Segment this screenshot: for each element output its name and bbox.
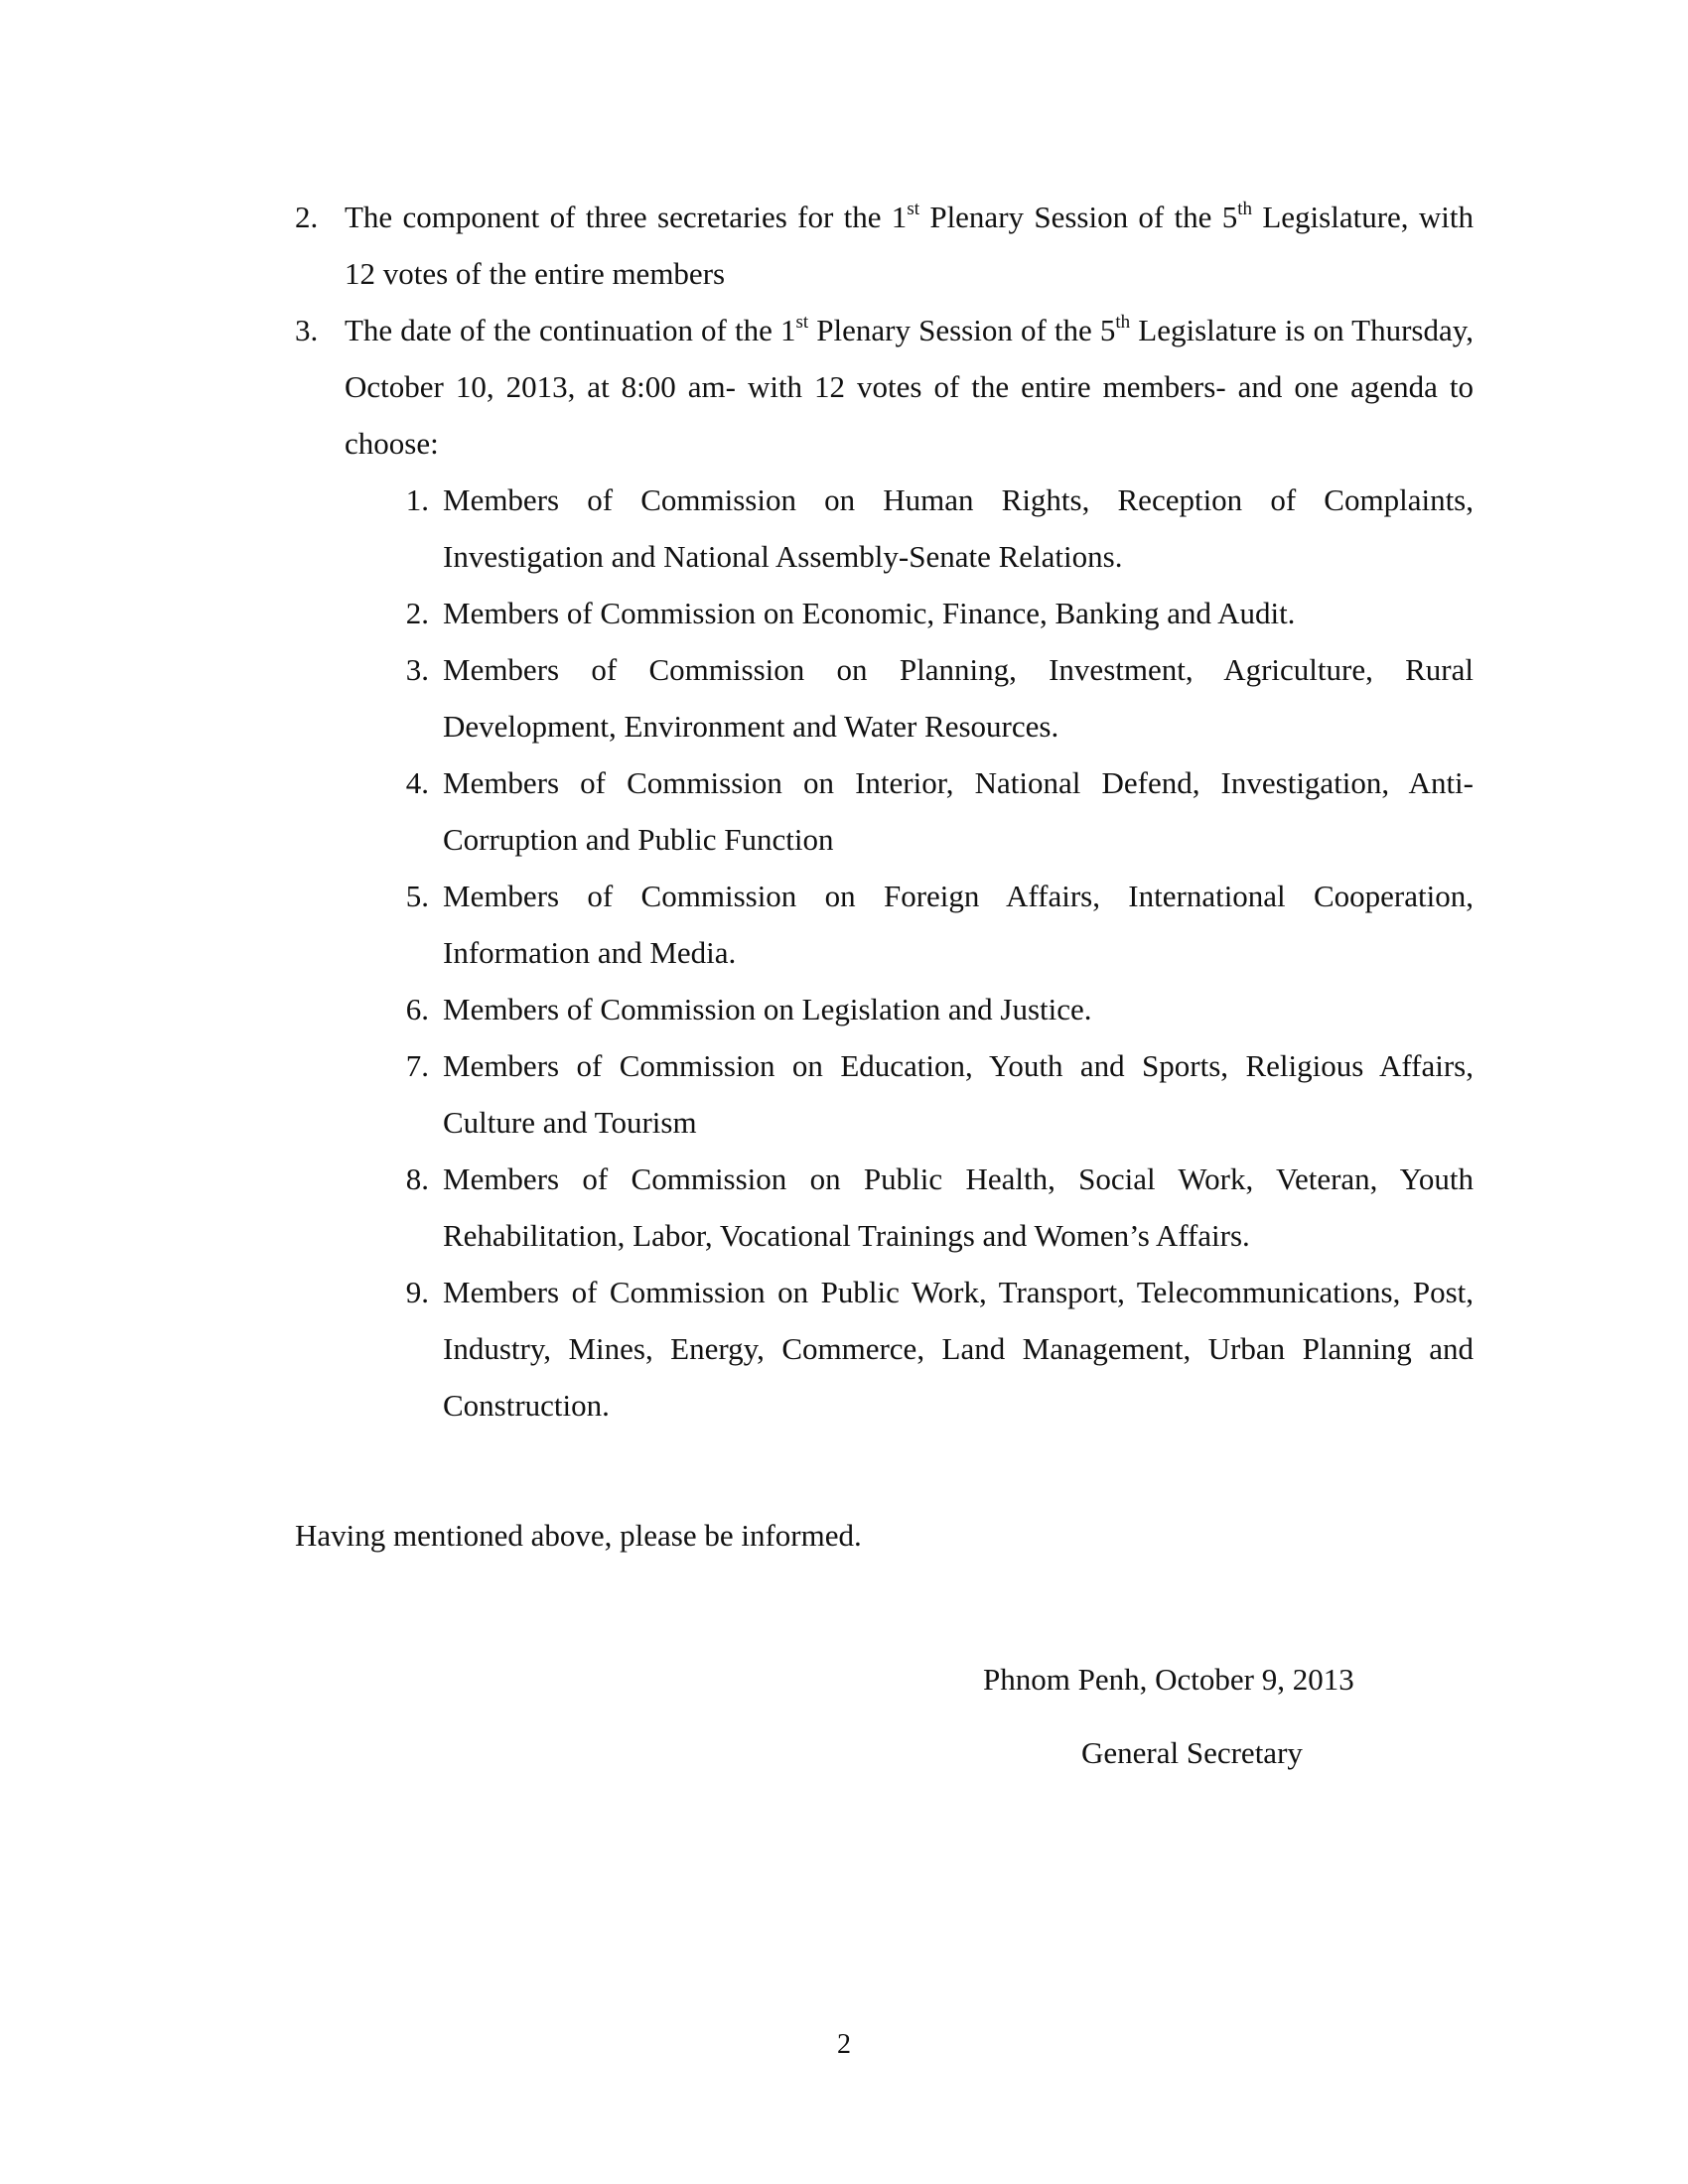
page-number: 2	[837, 2029, 851, 2060]
signatory-title: General Secretary	[1081, 1735, 1303, 1770]
agenda-item	[345, 472, 1474, 585]
agenda-item-text: Members of Commission on Interior, National Defend, Investigation, Anti-Corruption and Public Function	[443, 765, 1474, 857]
ordinal-suffix: st	[795, 311, 809, 333]
closing-sentence: Having mentioned above, please be informed.	[295, 1518, 862, 1553]
main-list	[295, 189, 1474, 1433]
agenda-item	[345, 641, 1474, 754]
list-item-text: Plenary Session of the 5	[808, 313, 1116, 347]
agenda-item-number: 2.	[405, 596, 429, 630]
list-item-2	[295, 189, 1474, 302]
agenda-item-number: 3.	[405, 652, 429, 687]
agenda-list	[345, 472, 1474, 1433]
list-item-3	[295, 302, 1474, 472]
list-item-text: Plenary Session of the 5	[919, 200, 1238, 234]
agenda-item	[345, 981, 1474, 1037]
list-item-text: Legislature, with 12 votes of the entire members	[345, 200, 1474, 291]
agenda-item	[345, 1264, 1474, 1433]
agenda-item-number: 5.	[405, 879, 429, 913]
agenda-item-number: 7.	[405, 1048, 429, 1083]
ordinal-suffix: th	[1237, 198, 1253, 219]
agenda-item-number: 4.	[405, 765, 429, 800]
agenda-item-text: Members of Commission on Education, Youth and Sports, Religious Affairs, Culture and Tourism	[443, 1048, 1474, 1140]
agenda-item-text: Members of Commission on Planning, Investment, Agriculture, Rural Development, Environment and Water Resources.	[443, 652, 1474, 744]
agenda-item-text: Members of Commission on Public Work, Transport, Telecommunications, Post, Industry, Mines, Energy, Commerce, Land Management, Urban Planning and Construction.	[443, 1275, 1474, 1423]
agenda-item-text: Members of Commission on Economic, Finance, Banking and Audit.	[443, 596, 1296, 630]
agenda-item	[345, 754, 1474, 868]
agenda-item-text: Members of Commission on Human Rights, Reception of Complaints, Investigation and National Assembly-Senate Relations.	[443, 482, 1474, 574]
place-and-date: Phnom Penh, October 9, 2013	[983, 1662, 1354, 1697]
list-item-text: Legislature is on Thursday, October 10, 2013, at 8:00 am- with 12 votes of the entire members- and one agenda to choose:	[345, 313, 1474, 461]
agenda-item-number: 9.	[405, 1275, 429, 1309]
list-item-number: 2.	[295, 200, 319, 234]
agenda-item-number: 1.	[405, 482, 429, 517]
ordinal-suffix: st	[907, 198, 919, 219]
agenda-item	[345, 1037, 1474, 1151]
agenda-item-text: Members of Commission on Foreign Affairs, International Cooperation, Information and Media.	[443, 879, 1474, 970]
ordinal-suffix: th	[1115, 311, 1131, 333]
agenda-item-number: 8.	[405, 1161, 429, 1196]
agenda-item	[345, 1151, 1474, 1264]
agenda-item-number: 6.	[405, 992, 429, 1026]
list-item-text: The component of three secretaries for the 1	[345, 200, 908, 234]
list-item-text: The date of the continuation of the 1	[345, 313, 796, 347]
agenda-item-text: Members of Commission on Legislation and Justice.	[443, 992, 1092, 1026]
agenda-item	[345, 868, 1474, 981]
agenda-item	[345, 585, 1474, 641]
list-item-number: 3.	[295, 313, 319, 347]
agenda-item-text: Members of Commission on Public Health, Social Work, Veteran, Youth Rehabilitation, Labor, Vocational Trainings and Women’s Affairs.	[443, 1161, 1474, 1253]
